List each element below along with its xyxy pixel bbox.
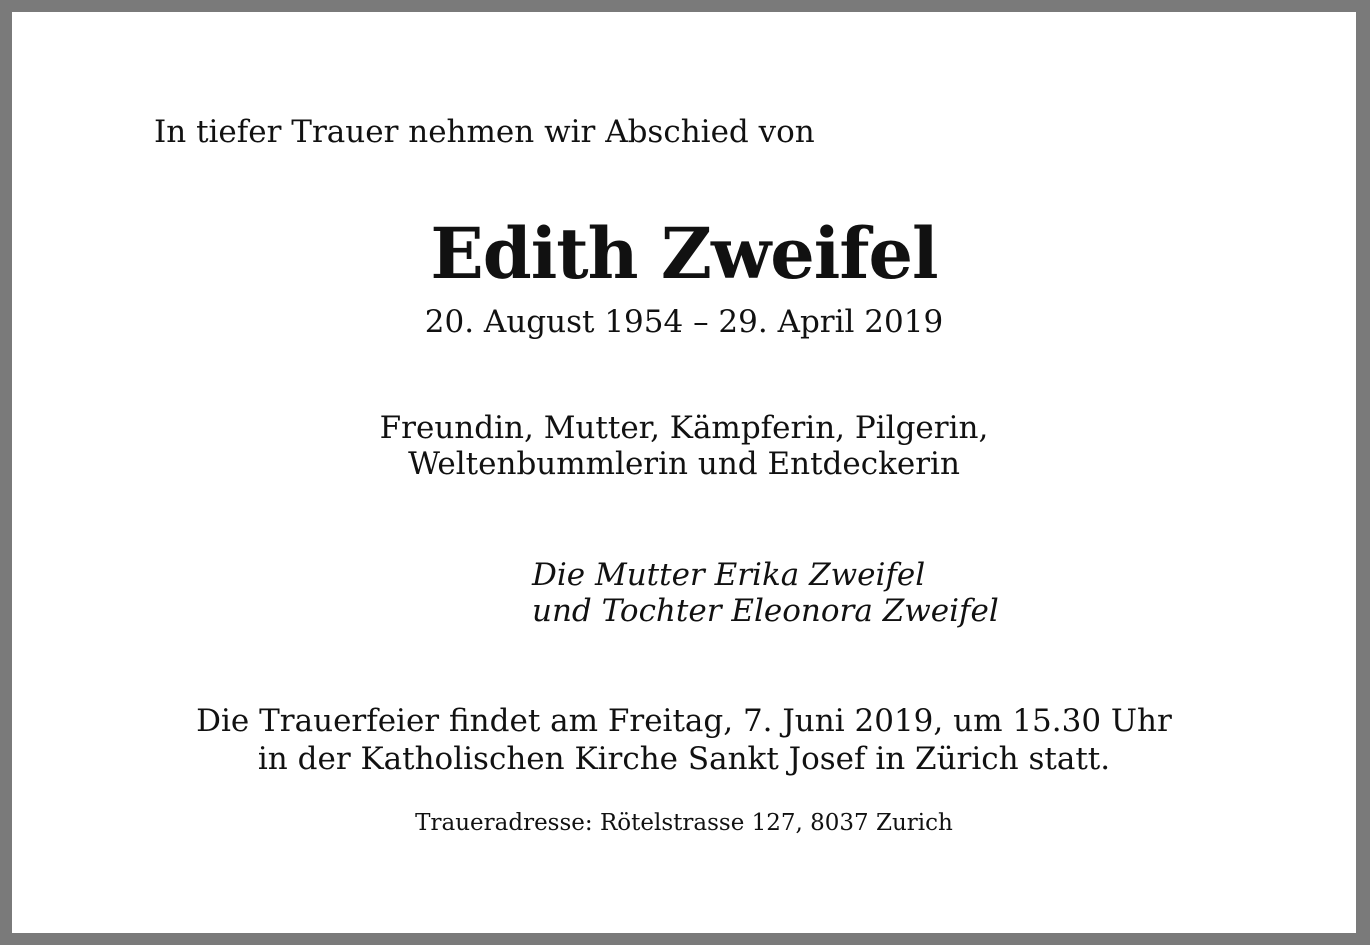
mourning-address: Traueradresse: Rötelstrasse 127, 8037 Zurich bbox=[415, 810, 953, 836]
roles-line: Freundin, Mutter, Kämpferin, Pilgerin, bbox=[379, 410, 989, 446]
roles-description bbox=[12, 410, 1356, 482]
intro-text: In tiefer Trauer nehmen wir Abschied von bbox=[154, 114, 815, 150]
service-line: Die Trauerfeier findet am Freitag, 7. Juni 2019, um 15.30 Uhr bbox=[196, 703, 1172, 739]
family-signature bbox=[532, 557, 999, 629]
service-announcement bbox=[12, 702, 1356, 778]
service-line: in der Katholischen Kirche Sankt Josef in Zürich statt. bbox=[257, 741, 1111, 777]
family-line: Die Mutter Erika Zweifel bbox=[532, 557, 926, 593]
roles-line: Weltenbummlerin und Entdeckerin bbox=[408, 446, 960, 482]
life-dates: 20. August 1954 – 29. April 2019 bbox=[424, 304, 944, 340]
obituary-card bbox=[12, 12, 1356, 933]
deceased-name: Edith Zweifel bbox=[430, 212, 938, 295]
family-line: und Tochter Eleonora Zweifel bbox=[532, 593, 999, 629]
